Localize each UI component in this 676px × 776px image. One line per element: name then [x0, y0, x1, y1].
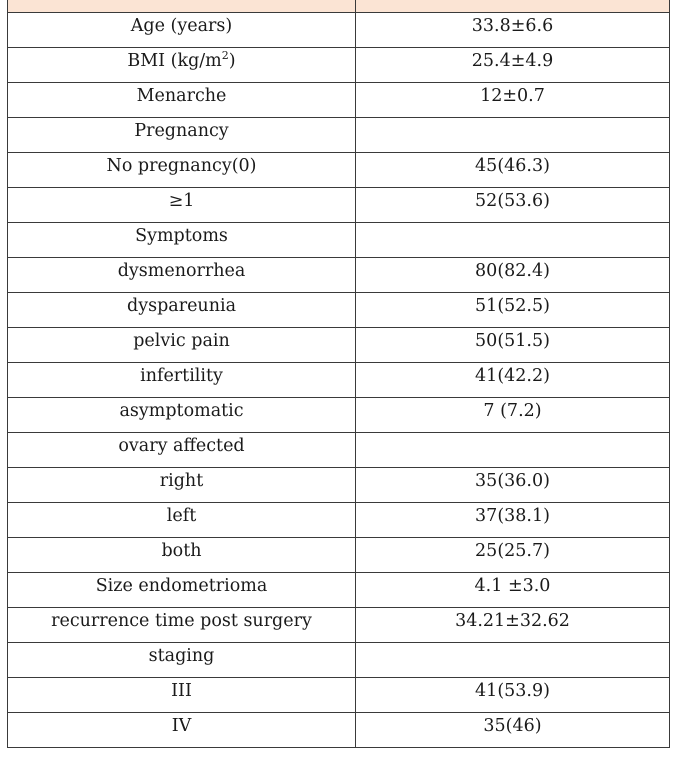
- table-row: [8, 48, 670, 83]
- row-value: 34.21±32.62: [356, 608, 670, 643]
- header-cell-variable: [8, 0, 356, 13]
- row-value: [356, 643, 670, 678]
- characteristics-table-container: [7, 0, 669, 748]
- row-value: 41(42.2): [356, 363, 670, 398]
- table-row: [8, 83, 670, 118]
- row-label: pelvic pain: [8, 328, 356, 363]
- table-row: [8, 643, 670, 678]
- row-label: left: [8, 503, 356, 538]
- table-row: [8, 433, 670, 468]
- row-label: Size endometrioma: [8, 573, 356, 608]
- row-value: 50(51.5): [356, 328, 670, 363]
- row-value: 37(38.1): [356, 503, 670, 538]
- row-label: asymptomatic: [8, 398, 356, 433]
- characteristics-table: [7, 0, 670, 748]
- row-label: dysmenorrhea: [8, 258, 356, 293]
- table-row: [8, 573, 670, 608]
- row-value: 25(25.7): [356, 538, 670, 573]
- row-value: 7 (7.2): [356, 398, 670, 433]
- table-row: [8, 293, 670, 328]
- table-header-row: [8, 0, 670, 13]
- table-row: [8, 188, 670, 223]
- table-row: [8, 153, 670, 188]
- row-label: right: [8, 468, 356, 503]
- header-cell-value: [356, 0, 670, 13]
- row-label: III: [8, 678, 356, 713]
- row-label: BMI $(kg/m^2)$: [8, 48, 356, 83]
- table-row: [8, 13, 670, 48]
- row-label: dyspareunia: [8, 293, 356, 328]
- row-value: 35(36.0): [356, 468, 670, 503]
- table-row: [8, 363, 670, 398]
- table-row: [8, 608, 670, 643]
- table-row: [8, 678, 670, 713]
- row-label: No pregnancy(0): [8, 153, 356, 188]
- row-value: 25.4±4.9: [356, 48, 670, 83]
- row-label: staging: [8, 643, 356, 678]
- row-value: 45(46.3): [356, 153, 670, 188]
- row-value: 35(46): [356, 713, 670, 748]
- row-value: 52(53.6): [356, 188, 670, 223]
- row-value: [356, 223, 670, 258]
- row-label: ovary affected: [8, 433, 356, 468]
- row-value: 80(82.4): [356, 258, 670, 293]
- table-row: [8, 538, 670, 573]
- table-row: [8, 223, 670, 258]
- row-label: Menarche: [8, 83, 356, 118]
- table-row: [8, 398, 670, 433]
- row-label: Symptoms: [8, 223, 356, 258]
- row-value: [356, 118, 670, 153]
- row-value: 4.1 ±3.0: [356, 573, 670, 608]
- row-label: Pregnancy: [8, 118, 356, 153]
- table-row: [8, 713, 670, 748]
- row-label: recurrence time post surgery: [8, 608, 356, 643]
- row-value: [356, 433, 670, 468]
- table-row: [8, 503, 670, 538]
- row-value: 33.8±6.6: [356, 13, 670, 48]
- row-label: both: [8, 538, 356, 573]
- table-row: [8, 328, 670, 363]
- row-label: ≥1: [8, 188, 356, 223]
- table-row: [8, 258, 670, 293]
- row-label: infertility: [8, 363, 356, 398]
- row-label: Age (years): [8, 13, 356, 48]
- table-row: [8, 118, 670, 153]
- row-label: IV: [8, 713, 356, 748]
- row-value: 12±0.7: [356, 83, 670, 118]
- row-value: 51(52.5): [356, 293, 670, 328]
- table-row: [8, 468, 670, 503]
- row-value: 41(53.9): [356, 678, 670, 713]
